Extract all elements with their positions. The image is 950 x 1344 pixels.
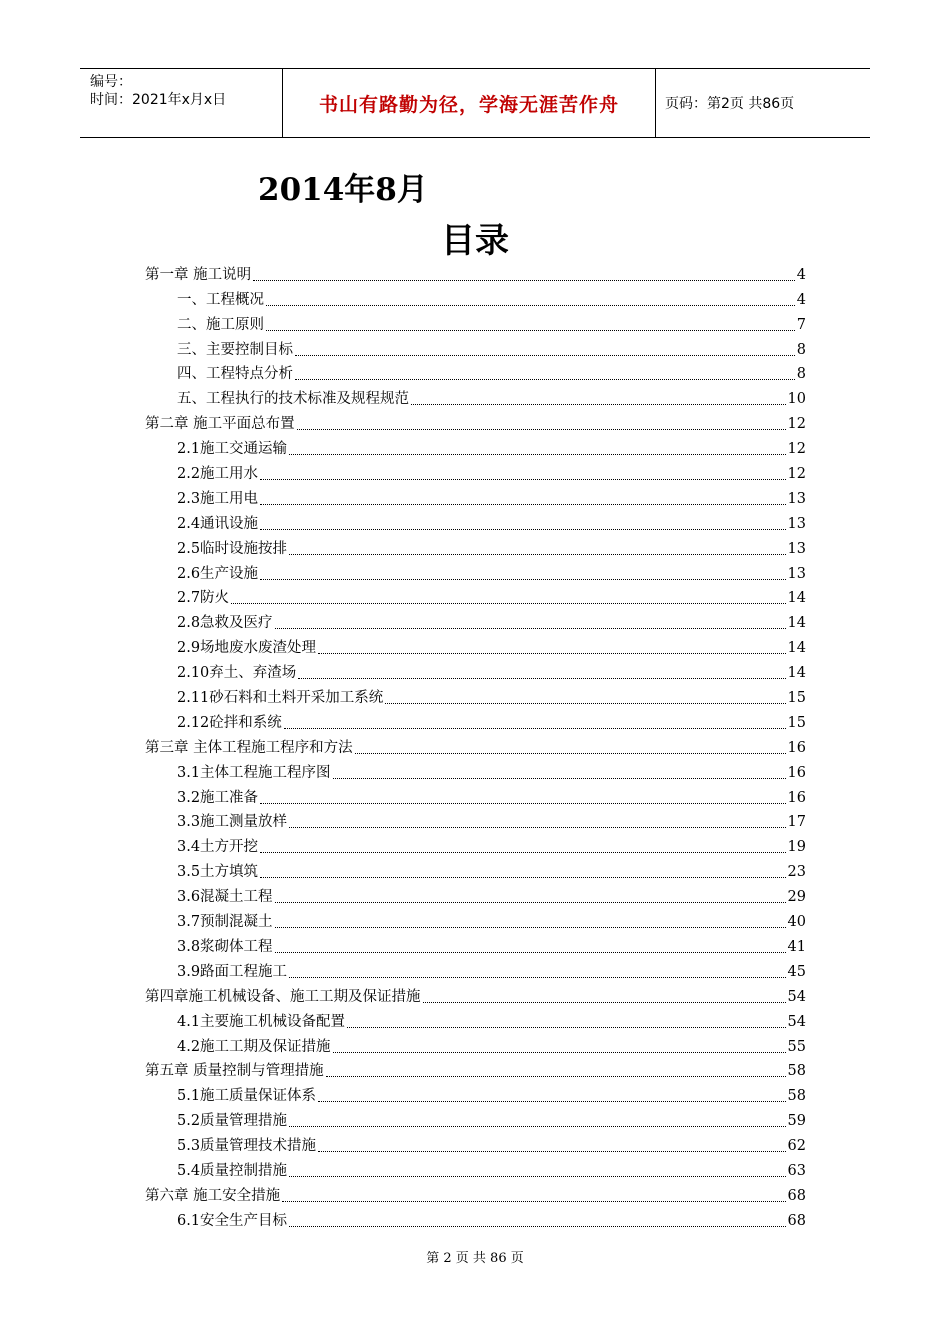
toc-entry-title: 5.4质量控制措施: [177, 1162, 288, 1179]
toc-dot-leader: [282, 1201, 785, 1202]
toc-entry-page: 14: [787, 640, 806, 657]
toc-entry-section[interactable]: [145, 633, 806, 658]
toc-entry-title: 2.4通讯设施: [177, 515, 259, 532]
toc-entry-page: 54: [787, 1013, 806, 1030]
toc-entry-chapter[interactable]: [145, 733, 806, 758]
header-motto-cell: [282, 69, 656, 137]
toc-entry-title: 5.3质量管理技术措施: [177, 1138, 317, 1155]
toc-entry-title: 三、主要控制目标: [177, 341, 293, 358]
toc-entry-section[interactable]: [145, 932, 806, 957]
toc-entry-page: 12: [787, 466, 806, 483]
toc-dot-leader: [260, 877, 785, 878]
toc-entry-title: 第三章 主体工程施工程序和方法: [145, 739, 353, 756]
toc-entry-section[interactable]: [145, 1206, 806, 1231]
date-title: 2014年8月: [258, 172, 428, 208]
toc-entry-page: 59: [787, 1113, 806, 1130]
toc-entry-section[interactable]: [145, 335, 806, 360]
toc-entry-title: 3.4土方开挖: [177, 839, 259, 856]
toc-entry-page: 14: [787, 615, 806, 632]
toc-entry-chapter[interactable]: [145, 260, 806, 285]
toc-entry-title: 2.3施工用电: [177, 490, 259, 507]
toc-entry-title: 2.1施工交通运输: [177, 441, 288, 458]
document-number-label: 编号：: [90, 74, 132, 90]
toc-entry-section[interactable]: [145, 584, 806, 609]
toc-dot-leader: [347, 1027, 785, 1028]
toc-entry-title: 4.2施工工期及保证措施: [177, 1038, 331, 1055]
toc-entry-title: 第四章施工机械设备、施工工期及保证措施: [145, 988, 421, 1005]
toc-entry-page: 40: [787, 914, 806, 931]
toc-entry-section[interactable]: [145, 708, 806, 733]
toc-entry-title: 2.7防火: [177, 590, 230, 607]
toc-dot-leader: [295, 355, 795, 356]
toc-entry-title: 3.6混凝土工程: [177, 889, 273, 906]
toc-dot-leader: [260, 479, 785, 480]
toc-dot-leader: [289, 454, 785, 455]
toc-entry-page: 4: [796, 291, 806, 308]
toc-entry-page: 17: [787, 814, 806, 831]
toc-entry-title: 3.7预制混凝土: [177, 914, 273, 931]
toc-entry-page: 12: [787, 441, 806, 458]
toc-entry-section[interactable]: [145, 808, 806, 833]
toc-entry-section[interactable]: [145, 832, 806, 857]
toc-dot-leader: [275, 927, 786, 928]
toc-entry-section[interactable]: [145, 758, 806, 783]
toc-entry-title: 4.1主要施工机械设备配置: [177, 1013, 346, 1030]
toc-entry-section[interactable]: [145, 882, 806, 907]
toc-entry-section[interactable]: [145, 658, 806, 683]
toc-entry-page: 10: [787, 391, 806, 408]
toc-entry-page: 63: [787, 1162, 806, 1179]
toc-dot-leader: [260, 579, 785, 580]
toc-entry-title: 2.8急救及医疗: [177, 615, 273, 632]
toc-entry-title: 五、工程执行的技术标准及规程规范: [177, 391, 409, 408]
document-time-label: 时间：2021年x月x日: [90, 92, 227, 108]
toc-entry-section[interactable]: [145, 1032, 806, 1057]
toc-dot-leader: [355, 753, 786, 754]
toc-dot-leader: [318, 1101, 785, 1102]
toc-dot-leader: [275, 952, 786, 953]
toc-dot-leader: [318, 1151, 785, 1152]
toc-entry-title: 3.5土方填筑: [177, 864, 259, 881]
toc-entry-chapter[interactable]: [145, 1181, 806, 1206]
toc-dot-leader: [289, 1126, 785, 1127]
toc-entry-page: 45: [787, 963, 806, 980]
toc-dot-leader: [326, 1076, 786, 1077]
header-meta: [80, 69, 282, 137]
toc-title: 目录: [441, 221, 509, 261]
toc-entry-title: 2.12砼拌和系统: [177, 714, 282, 731]
toc-entry-section[interactable]: [145, 608, 806, 633]
toc-entry-section[interactable]: [145, 1081, 806, 1106]
toc-entry-page: 23: [787, 864, 806, 881]
toc-entry-title: 第五章 质量控制与管理措施: [145, 1063, 324, 1080]
toc-entry-section[interactable]: [145, 534, 806, 559]
toc-entry-title: 一、工程概况: [177, 291, 264, 308]
toc-dot-leader: [253, 280, 795, 281]
toc-entry-section[interactable]: [145, 509, 806, 534]
toc-entry-page: 14: [787, 590, 806, 607]
toc-entry-title: 5.1施工质量保证体系: [177, 1088, 317, 1105]
toc-entry-page: 16: [787, 739, 806, 756]
page-footer: 第 2 页 共 86 页: [426, 1251, 524, 1266]
toc-entry-title: 3.2施工准备: [177, 789, 259, 806]
toc-entry-chapter[interactable]: [145, 1057, 806, 1082]
toc-entry-section[interactable]: [145, 310, 806, 335]
toc-entry-page: 4: [796, 266, 806, 283]
toc-entry-page: 29: [787, 889, 806, 906]
toc-dot-leader: [333, 1052, 786, 1053]
toc-entry-section[interactable]: [145, 1007, 806, 1032]
toc-entry-chapter[interactable]: [145, 982, 806, 1007]
toc-entry-section[interactable]: [145, 857, 806, 882]
toc-entry-title: 第一章 施工说明: [145, 266, 252, 283]
toc-entry-page: 16: [787, 789, 806, 806]
toc-dot-leader: [231, 603, 785, 604]
toc-dot-leader: [266, 330, 795, 331]
toc-entry-page: 41: [787, 938, 806, 955]
toc-dot-leader: [423, 1002, 786, 1003]
header-page-number: 页码：第2页 共86页: [665, 96, 795, 112]
toc-entry-page: 8: [796, 341, 806, 358]
toc-entry-section[interactable]: [145, 434, 806, 459]
toc-entry-page: 13: [787, 565, 806, 582]
page-header: [80, 68, 870, 138]
toc-entry-title: 二、施工原则: [177, 316, 264, 333]
toc-entry-chapter[interactable]: [145, 409, 806, 434]
toc-entry-title: 2.5临时设施按排: [177, 540, 288, 557]
toc-dot-leader: [298, 678, 785, 679]
toc-dot-leader: [333, 778, 786, 779]
toc-entry-title: 2.2施工用水: [177, 466, 259, 483]
toc-entry-page: 62: [787, 1138, 806, 1155]
toc-dot-leader: [260, 504, 785, 505]
toc-dot-leader: [289, 1176, 785, 1177]
toc-entry-section[interactable]: [145, 285, 806, 310]
toc-entry-title: 6.1安全生产目标: [177, 1212, 288, 1229]
toc-entry-section[interactable]: [145, 683, 806, 708]
toc-entry-page: 13: [787, 540, 806, 557]
toc-entry-title: 3.1主体工程施工程序图: [177, 764, 331, 781]
toc-dot-leader: [318, 653, 785, 654]
toc-entry-page: 58: [787, 1088, 806, 1105]
toc-entry-page: 16: [787, 764, 806, 781]
table-of-contents: [145, 260, 806, 1231]
toc-entry-page: 12: [787, 416, 806, 433]
toc-dot-leader: [260, 852, 785, 853]
toc-dot-leader: [289, 977, 785, 978]
toc-entry-section[interactable]: [145, 484, 806, 509]
toc-dot-leader: [275, 902, 786, 903]
toc-entry-page: 13: [787, 490, 806, 507]
toc-entry-page: 19: [787, 839, 806, 856]
toc-entry-title: 5.2质量管理措施: [177, 1113, 288, 1130]
toc-dot-leader: [284, 728, 786, 729]
toc-entry-title: 第二章 施工平面总布置: [145, 416, 295, 433]
toc-dot-leader: [411, 404, 786, 405]
toc-entry-title: 3.8浆砌体工程: [177, 938, 273, 955]
toc-entry-page: 13: [787, 515, 806, 532]
toc-entry-page: 8: [796, 366, 806, 383]
toc-entry-title: 2.10弃土、弃渣场: [177, 665, 297, 682]
toc-entry-title: 3.3施工测量放样: [177, 814, 288, 831]
toc-entry-page: 15: [787, 714, 806, 731]
toc-dot-leader: [289, 554, 785, 555]
toc-dot-leader: [275, 628, 786, 629]
toc-dot-leader: [260, 529, 785, 530]
toc-entry-page: 68: [787, 1212, 806, 1229]
toc-entry-title: 2.6生产设施: [177, 565, 259, 582]
toc-entry-title: 3.9路面工程施工: [177, 963, 288, 980]
toc-dot-leader: [266, 305, 795, 306]
toc-entry-section[interactable]: [145, 907, 806, 932]
toc-entry-section[interactable]: [145, 783, 806, 808]
toc-entry-page: 14: [787, 665, 806, 682]
toc-entry-section[interactable]: [145, 459, 806, 484]
toc-entry-title: 2.11砂石料和土料开采加工系统: [177, 690, 384, 707]
toc-entry-title: 第六章 施工安全措施: [145, 1187, 281, 1204]
toc-dot-leader: [385, 703, 785, 704]
toc-dot-leader: [295, 379, 795, 380]
toc-entry-page: 55: [787, 1038, 806, 1055]
toc-dot-leader: [260, 803, 785, 804]
toc-dot-leader: [297, 429, 786, 430]
header-motto: 书山有路勤为径，学海无涯苦作舟: [318, 93, 619, 116]
toc-entry-section[interactable]: [145, 360, 806, 385]
toc-entry-title: 2.9场地废水废渣处理: [177, 640, 317, 657]
toc-entry-page: 58: [787, 1063, 806, 1080]
toc-entry-page: 68: [787, 1187, 806, 1204]
toc-entry-page: 7: [796, 316, 806, 333]
toc-entry-title: 四、工程特点分析: [177, 366, 293, 383]
toc-entry-section[interactable]: [145, 1106, 806, 1131]
toc-entry-section[interactable]: [145, 1131, 806, 1156]
toc-entry-page: 54: [787, 988, 806, 1005]
toc-dot-leader: [289, 827, 785, 828]
toc-entry-section[interactable]: [145, 1156, 806, 1181]
toc-entry-section[interactable]: [145, 384, 806, 409]
toc-entry-page: 15: [787, 690, 806, 707]
toc-entry-section[interactable]: [145, 957, 806, 982]
toc-entry-section[interactable]: [145, 559, 806, 584]
toc-dot-leader: [289, 1226, 785, 1227]
